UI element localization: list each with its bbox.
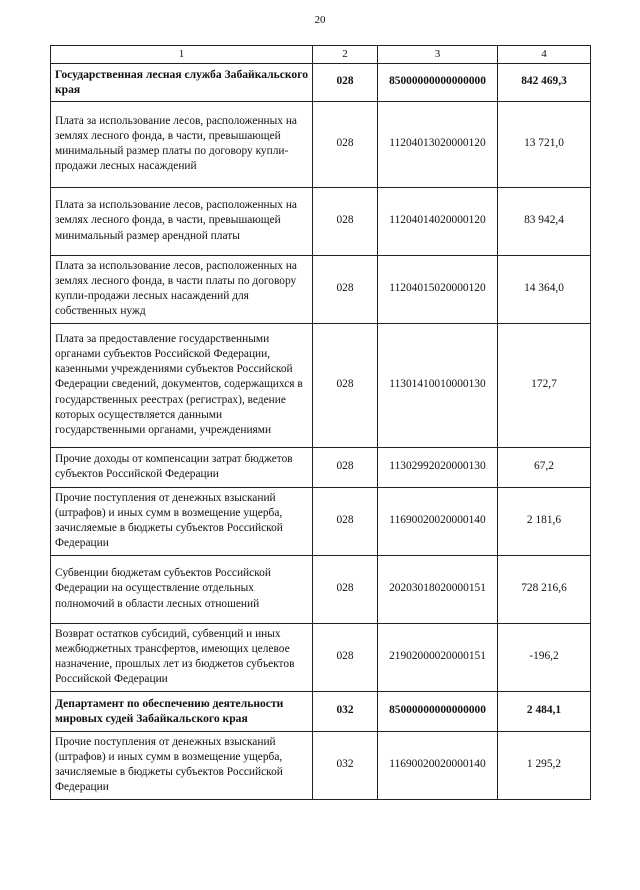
row-code-cell: 028: [313, 555, 378, 623]
row-name-cell: Прочие поступления от денежных взысканий (штрафов) и иных сумм в возмещение ущерба, зачисляемые в бюджеты субъектов Российской Федерации: [51, 731, 313, 799]
row-name-cell: Государственная лесная служба Забайкальского края: [51, 63, 313, 101]
row-kbk-cell: 85000000000000000: [378, 63, 498, 101]
row-code-cell: 028: [313, 63, 378, 101]
table-row: [51, 63, 591, 101]
row-kbk-cell: 11301410010000130: [378, 323, 498, 447]
row-sum-cell: 728 216,6: [498, 555, 591, 623]
row-code-cell: 028: [313, 101, 378, 187]
row-name-cell: Плата за предоставление государственными органами субъектов Российской Федерации, казенными учреждениями субъектов Российской Федерации сведений, документов, содержащихся в государственных реестрах (регистрах), ведение которых осуществляется данными государственными органами, учреждениями: [51, 323, 313, 447]
table-row: [51, 255, 591, 323]
header-cell-1: 1: [51, 46, 313, 64]
row-kbk-cell: 20203018020000151: [378, 555, 498, 623]
header-cell-2: 2: [313, 46, 378, 64]
row-sum-cell: 67,2: [498, 447, 591, 487]
row-name-cell: Прочие поступления от денежных взысканий (штрафов) и иных сумм в возмещение ущерба, зачисляемые в бюджеты субъектов Российской Федерации: [51, 487, 313, 555]
row-code-cell: 028: [313, 187, 378, 255]
budget-table: [50, 45, 591, 800]
row-name-cell: Плата за использование лесов, расположенных на землях лесного фонда, в части, превышающей минимальный размер арендной платы: [51, 187, 313, 255]
header-cell-3: 3: [378, 46, 498, 64]
row-kbk-cell: 11690020020000140: [378, 487, 498, 555]
row-name-cell: Возврат остатков субсидий, субвенций и иных межбюджетных трансфертов, имеющих целевое назначение, прошлых лет из бюджетов субъектов Российской Федерации: [51, 623, 313, 691]
row-code-cell: 028: [313, 255, 378, 323]
table-row: [51, 731, 591, 799]
row-sum-cell: 842 469,3: [498, 63, 591, 101]
budget-table-body: [51, 46, 591, 800]
table-row: [51, 487, 591, 555]
table-row: [51, 323, 591, 447]
row-code-cell: 028: [313, 323, 378, 447]
row-code-cell: 028: [313, 447, 378, 487]
row-kbk-cell: 11302992020000130: [378, 447, 498, 487]
row-sum-cell: 172,7: [498, 323, 591, 447]
table-row: [51, 447, 591, 487]
row-kbk-cell: 85000000000000000: [378, 691, 498, 731]
row-sum-cell: 14 364,0: [498, 255, 591, 323]
row-kbk-cell: 21902000020000151: [378, 623, 498, 691]
row-kbk-cell: 11204014020000120: [378, 187, 498, 255]
row-name-cell: Департамент по обеспечению деятельности мировых судей Забайкальского края: [51, 691, 313, 731]
row-code-cell: 032: [313, 731, 378, 799]
row-sum-cell: 2 181,6: [498, 487, 591, 555]
row-sum-cell: 83 942,4: [498, 187, 591, 255]
row-code-cell: 032: [313, 691, 378, 731]
row-sum-cell: -196,2: [498, 623, 591, 691]
row-code-cell: 028: [313, 623, 378, 691]
table-row: [51, 623, 591, 691]
row-name-cell: Плата за использование лесов, расположенных на землях лесного фонда, в части платы по договору купли-продажи лесных насаждений для собственных нужд: [51, 255, 313, 323]
row-code-cell: 028: [313, 487, 378, 555]
row-name-cell: Прочие доходы от компенсации затрат бюджетов субъектов Российской Федерации: [51, 447, 313, 487]
row-kbk-cell: 11690020020000140: [378, 731, 498, 799]
row-name-cell: Субвенции бюджетам субъектов Российской Федерации на осуществление отдельных полномочий в области лесных отношений: [51, 555, 313, 623]
table-row: [51, 691, 591, 731]
header-cell-4: 4: [498, 46, 591, 64]
row-kbk-cell: 11204015020000120: [378, 255, 498, 323]
row-kbk-cell: 11204013020000120: [378, 101, 498, 187]
table-row: [51, 555, 591, 623]
table-header-row: [51, 46, 591, 64]
row-name-cell: Плата за использование лесов, расположенных на землях лесного фонда, в части, превышающей минимальный размер платы по договору купли-продажи лесных насаждений: [51, 101, 313, 187]
table-row: [51, 187, 591, 255]
row-sum-cell: 1 295,2: [498, 731, 591, 799]
row-sum-cell: 2 484,1: [498, 691, 591, 731]
row-sum-cell: 13 721,0: [498, 101, 591, 187]
page-number: 20: [314, 14, 326, 26]
table-row: [51, 101, 591, 187]
